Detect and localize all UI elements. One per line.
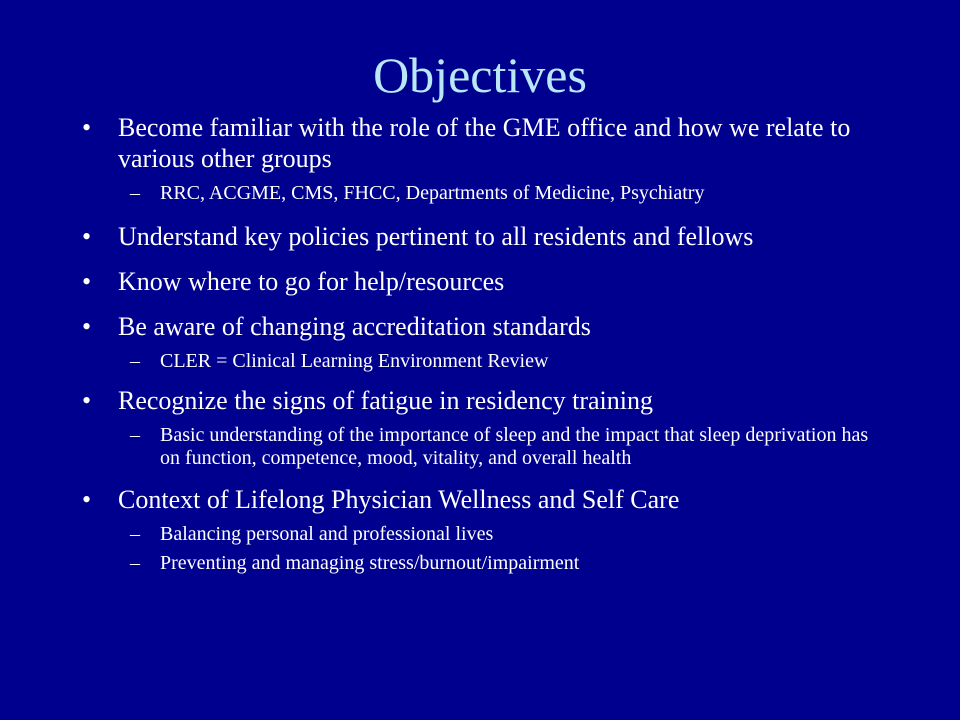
bullet-item-help-resources [82,266,892,297]
bullet-text: Become familiar with the role of the GME office and how we relate to various other groups [118,113,851,173]
sub-text: Preventing and managing stress/burnout/impairment [160,552,580,574]
sub-text: Basic understanding of the importance of sleep and the impact that sleep deprivation has on function, competence, mood, vitality, and overall health [160,424,869,469]
bullet-item-fatigue [82,385,892,416]
bullet-item-accreditation [82,311,892,342]
bullet-dot: • [82,386,92,415]
bullet-text: Know where to go for help/resources [118,267,505,296]
bullet-text: Recognize the signs of fatigue in residency training [118,386,654,415]
sub-item-sleep [82,424,892,470]
sub-item-cler [82,350,892,373]
sub-dash: – [130,523,140,545]
bullet-item-key-policies [82,221,892,252]
bullet-dot: • [82,222,92,251]
bullet-dot: • [82,267,92,296]
sub-dash: – [130,182,140,204]
sub-dash: – [130,552,140,574]
sub-text: RRC, ACGME, CMS, FHCC, Departments of Medicine, Psychiatry [160,182,705,204]
sub-dash: – [130,424,140,446]
sub-item-balancing [82,523,892,546]
bullet-dot: • [82,113,92,142]
bullet-text: Be aware of changing accreditation standards [118,312,591,341]
bullet-text: Understand key policies pertinent to all residents and fellows [118,222,754,251]
bullet-text: Context of Lifelong Physician Wellness and Self Care [118,485,680,514]
slide-title: Objectives [373,47,587,103]
sub-text: CLER = Clinical Learning Environment Review [160,350,549,372]
bullet-dot: • [82,312,92,341]
bullet-list [82,112,892,575]
bullet-item-wellness [82,484,892,515]
sub-text: Balancing personal and professional lives [160,523,494,545]
sub-dash: – [130,350,140,372]
sub-item-groups [82,182,892,205]
bullet-dot: • [82,485,92,514]
bullet-item-gme-role [82,112,892,174]
sub-item-stress [82,552,892,575]
